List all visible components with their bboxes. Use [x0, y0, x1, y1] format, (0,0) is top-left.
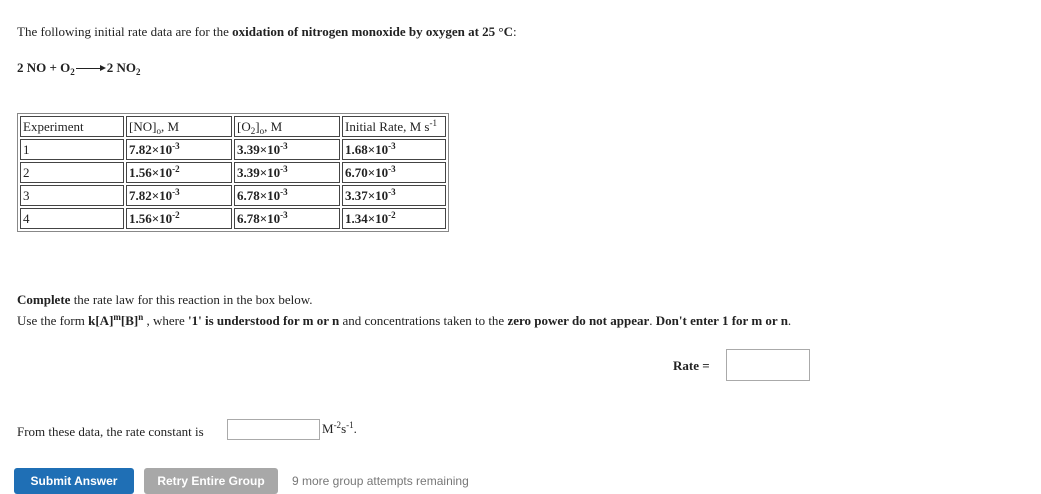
cell-experiment: 4	[20, 208, 124, 229]
header-experiment: Experiment	[20, 116, 124, 137]
table-row	[20, 185, 446, 206]
reaction-arrow-icon	[76, 64, 106, 74]
cell-rate: $3.37\times 10^{-3}$	[342, 185, 446, 206]
table-row	[20, 139, 446, 160]
rate-law-input[interactable]	[726, 349, 810, 381]
rate-constant-unit: $M^{-2}s^{-1}$.	[322, 420, 357, 436]
chemical-equation	[17, 60, 141, 76]
rate-data-table	[17, 113, 449, 232]
table-row	[20, 162, 446, 183]
retry-entire-group-button[interactable]: Retry Entire Group	[144, 468, 278, 494]
cell-rate: $6.70\times 10^{-3}$	[342, 162, 446, 183]
intro-suffix: :	[513, 24, 517, 39]
rate-law-label: Rate =	[673, 358, 710, 373]
table-row	[20, 208, 446, 229]
attempts-remaining-text: 9 more group attempts remaining	[292, 474, 469, 488]
cell-experiment: 2	[20, 162, 124, 183]
question-intro	[17, 24, 517, 40]
complete-instruction: Complete the rate law for this reaction in the box below.	[17, 292, 313, 307]
cell-experiment: 3	[20, 185, 124, 206]
equation-products: 2 NO	[106, 60, 137, 75]
header-no-concentration: $[NO]_o$, M	[126, 116, 232, 137]
intro-bold-text: oxidation of nitrogen monoxide by oxygen at 25 °C	[232, 24, 514, 39]
cell-no: $7.82\times 10^{-3}$	[126, 139, 232, 160]
cell-experiment: 1	[20, 139, 124, 160]
cell-o2: $6.78\times 10^{-3}$	[234, 185, 340, 206]
equation-reactants: 2 NO + O	[17, 60, 71, 75]
form-instruction: Use the form $k[A]^m[B]^n$ , where '1' is understood for m or n and concentrations taken to the zero power do not appear. Don't enter 1 for m or n.	[17, 312, 792, 328]
header-o2-concentration: $[O_2]_o$, M	[234, 116, 340, 137]
cell-rate: $1.34\times 10^{-2}$	[342, 208, 446, 229]
rate-constant-label: From these data, the rate constant is	[17, 424, 204, 439]
cell-no: $1.56\times 10^{-2}$	[126, 208, 232, 229]
cell-o2: $3.39\times 10^{-3}$	[234, 139, 340, 160]
rate-constant-input[interactable]	[227, 419, 320, 440]
equation-product-subscript: 2	[136, 67, 141, 77]
submit-answer-button[interactable]: Submit Answer	[14, 468, 134, 494]
header-initial-rate: Initial Rate, M $s^{-1}$	[342, 116, 446, 137]
cell-o2: $6.78\times 10^{-3}$	[234, 208, 340, 229]
cell-no: $7.82\times 10^{-3}$	[126, 185, 232, 206]
equation-reactant-subscript: 2	[70, 67, 75, 77]
cell-o2: $3.39\times 10^{-3}$	[234, 162, 340, 183]
intro-text: The following initial rate data are for the	[17, 24, 233, 39]
table-header-row	[20, 116, 446, 137]
cell-no: $1.56\times 10^{-2}$	[126, 162, 232, 183]
cell-rate: $1.68\times 10^{-3}$	[342, 139, 446, 160]
